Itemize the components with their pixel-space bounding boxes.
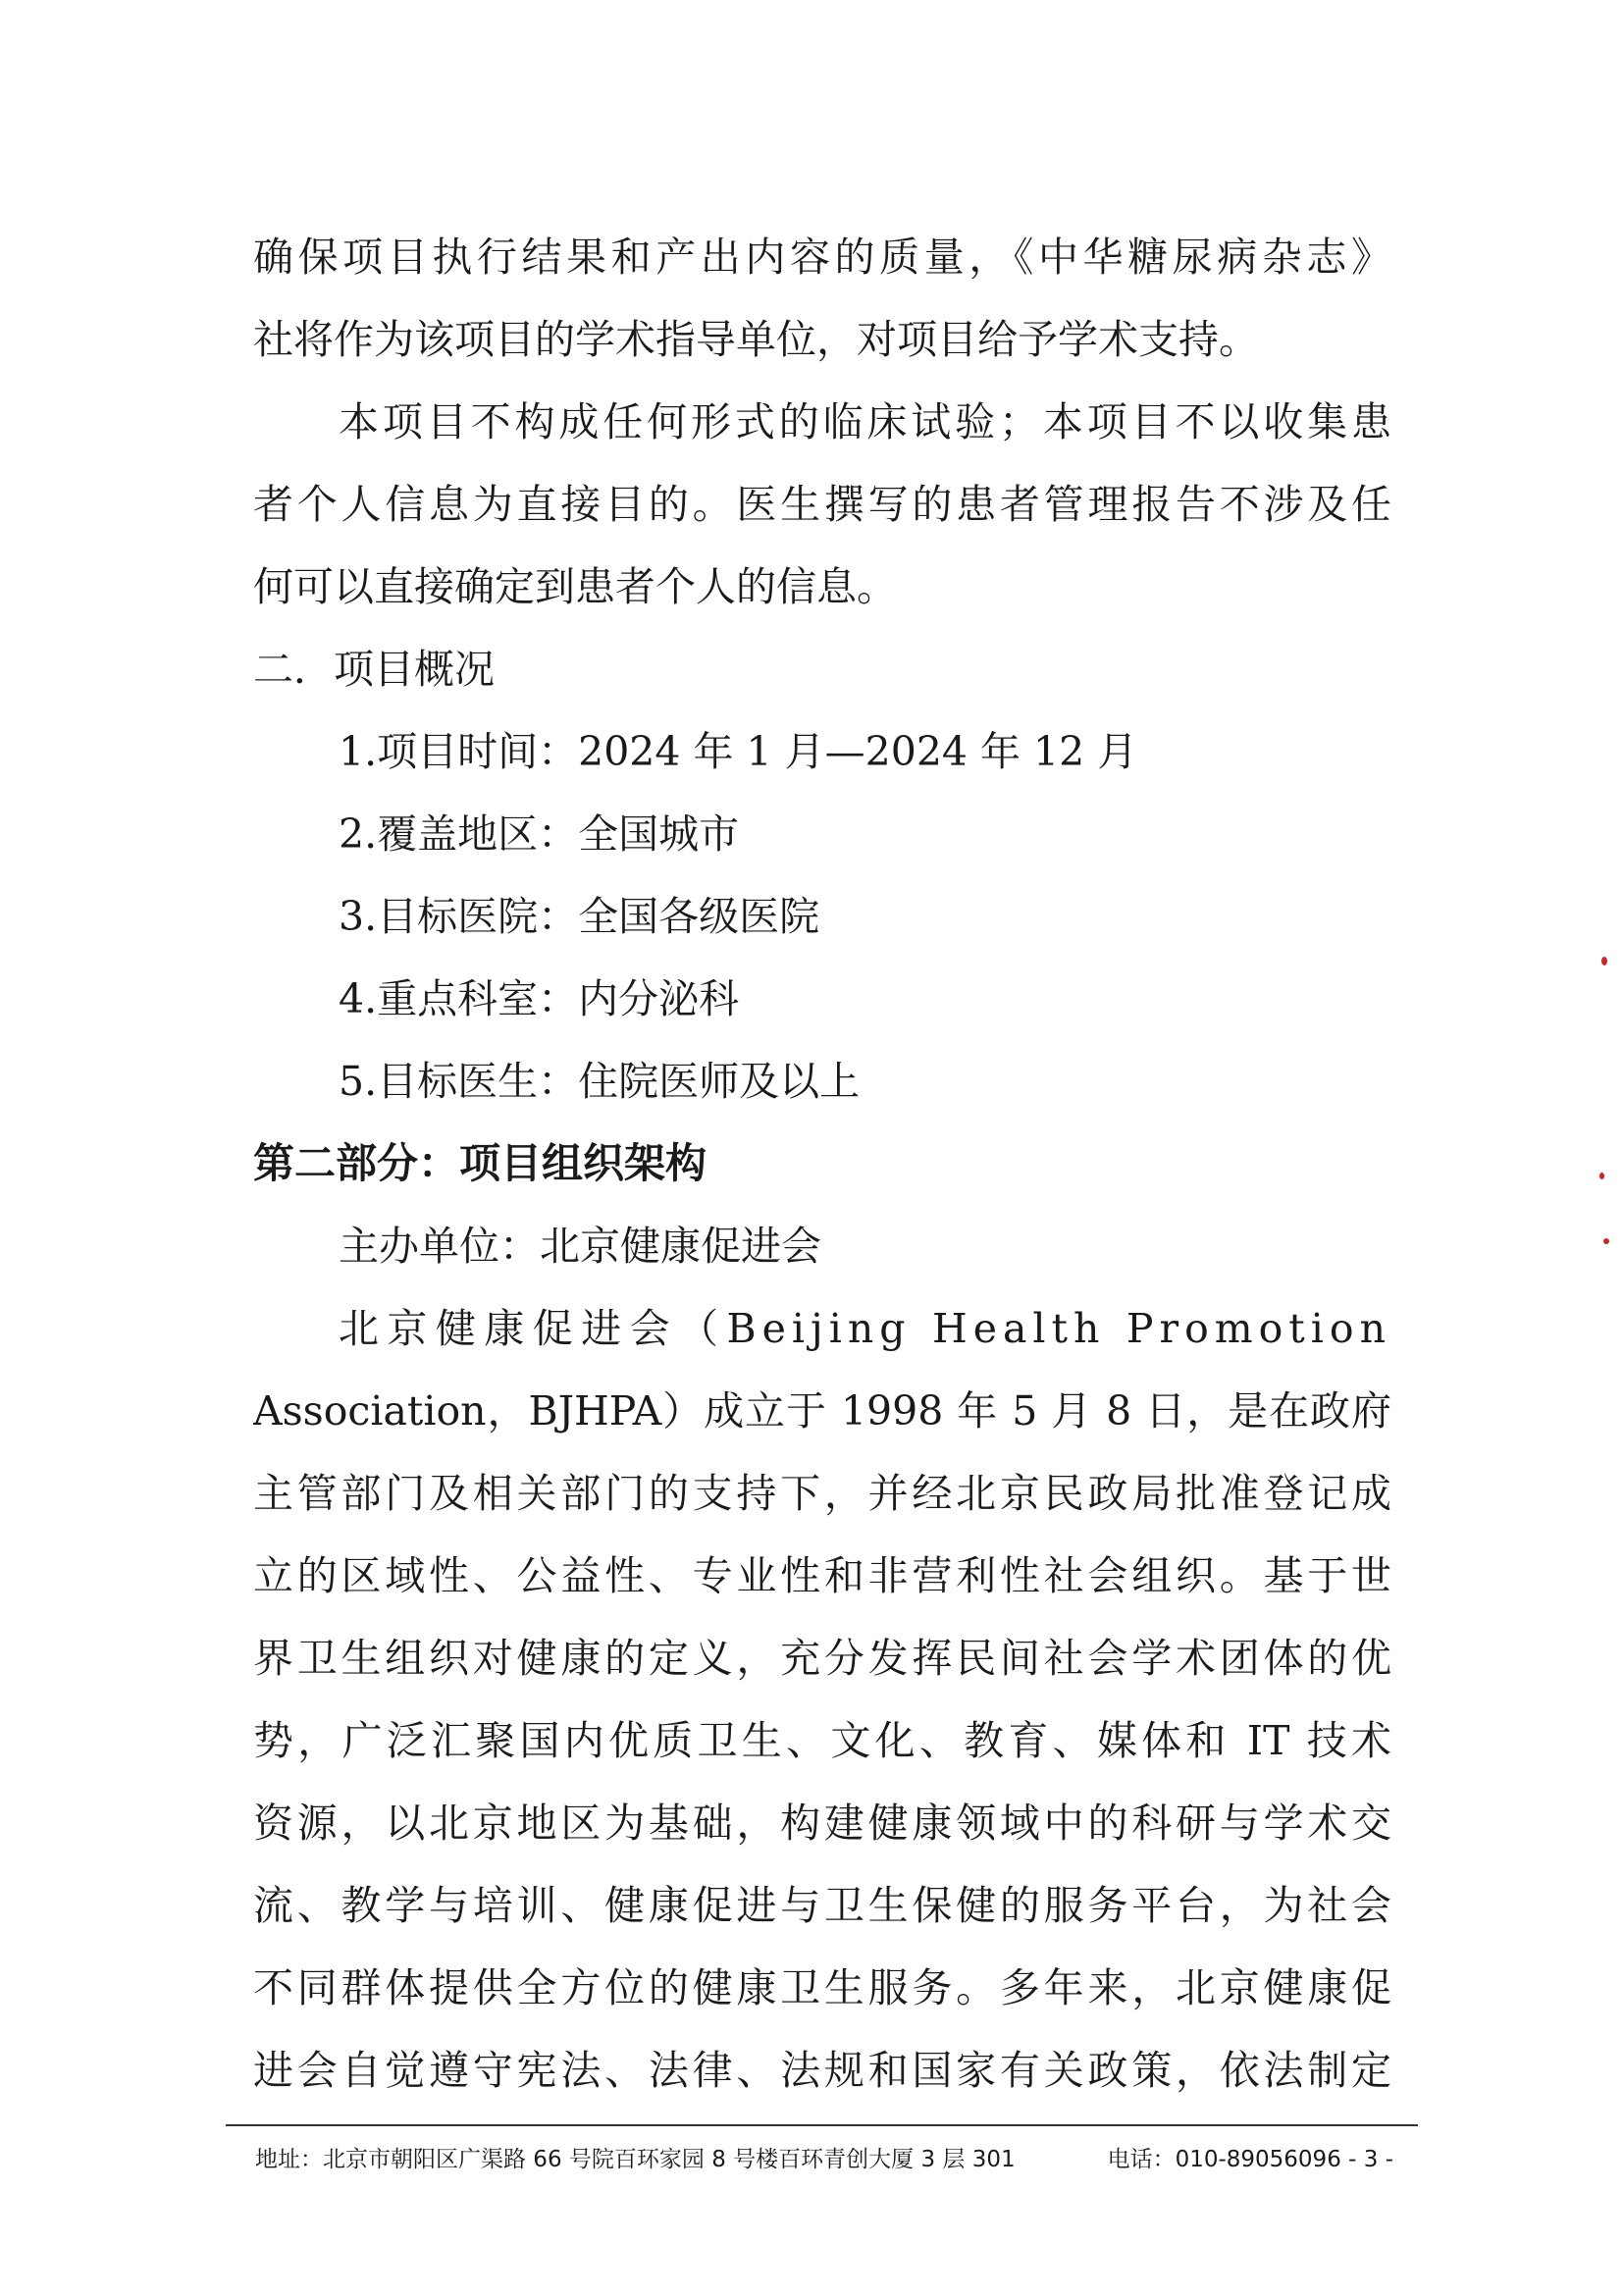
list-item: 5.目标医生：住院医师及以上 bbox=[339, 1058, 861, 1105]
seal-mark bbox=[1601, 957, 1607, 965]
paragraph-line: Association，BJHPA）成立于 1998 年 5 月 8 日，是在政府 bbox=[253, 1387, 1391, 1435]
list-item: 2.覆盖地区：全国城市 bbox=[339, 810, 740, 858]
list-item: 1.项目时间：2024 年 1 月—2024 年 12 月 bbox=[339, 728, 1138, 775]
paragraph-line: 确保项目执行结果和产出内容的质量，《中华糖尿病杂志》 bbox=[253, 234, 1391, 281]
paragraph-line: 流、教学与培训、健康促进与卫生保健的服务平台，为社会 bbox=[253, 1882, 1391, 1929]
paragraph-line: 本项目不构成任何形式的临床试验；本项目不以收集患 bbox=[339, 398, 1391, 445]
paragraph-line: 者个人信息为直接目的。医生撰写的患者管理报告不涉及任 bbox=[253, 481, 1391, 528]
paragraph-line: 何可以直接确定到患者个人的信息。 bbox=[253, 563, 897, 610]
paragraph-line: 北京健康促进会（Beijing Health Promotion bbox=[339, 1305, 1391, 1352]
footer-contact bbox=[1108, 2144, 1393, 2175]
section-heading: 二．项目概况 bbox=[253, 646, 495, 693]
footer-address: 地址：北京市朝阳区广渠路 66 号院百环家园 8 号楼百环青创大厦 3 层 301 bbox=[255, 2147, 1016, 2172]
paragraph-line: 社将作为该项目的学术指导单位，对项目给予学术支持。 bbox=[253, 316, 1259, 363]
paragraph-line: 资源，以北京地区为基础，构建健康领域中的科研与学术交 bbox=[253, 1800, 1391, 1847]
paragraph-line: 进会自觉遵守宪法、法律、法规和国家有关政策，依法制定 bbox=[253, 2047, 1391, 2094]
paragraph-line: 立的区域性、公益性、专业性和非营利性社会组织。基于世 bbox=[253, 1552, 1391, 1599]
list-item: 3.目标医院：全国各级医院 bbox=[339, 893, 820, 940]
paragraph-line: 不同群体提供全方位的健康卫生服务。多年来，北京健康促 bbox=[253, 1964, 1391, 2011]
organizer-line: 主办单位：北京健康促进会 bbox=[339, 1223, 821, 1270]
seal-mark bbox=[1603, 1238, 1609, 1244]
paragraph-line: 界卫生组织对健康的定义，充分发挥民间社会学术团体的优 bbox=[253, 1635, 1391, 1682]
footer-phone: 电话：010-89056096 bbox=[1107, 2147, 1341, 2172]
page-number: - 3 - bbox=[1348, 2147, 1393, 2172]
paragraph-line: 主管部门及相关部门的支持下，并经北京民政局批准登记成 bbox=[253, 1470, 1391, 1517]
footer-divider bbox=[226, 2124, 1418, 2126]
list-item: 4.重点科室：内分泌科 bbox=[339, 975, 740, 1022]
part-heading: 第二部分：项目组织架构 bbox=[253, 1139, 707, 1187]
seal-mark bbox=[1599, 1173, 1604, 1179]
paragraph-line: 势，广泛汇聚国内优质卫生、文化、教育、媒体和 IT 技术 bbox=[253, 1717, 1391, 1764]
